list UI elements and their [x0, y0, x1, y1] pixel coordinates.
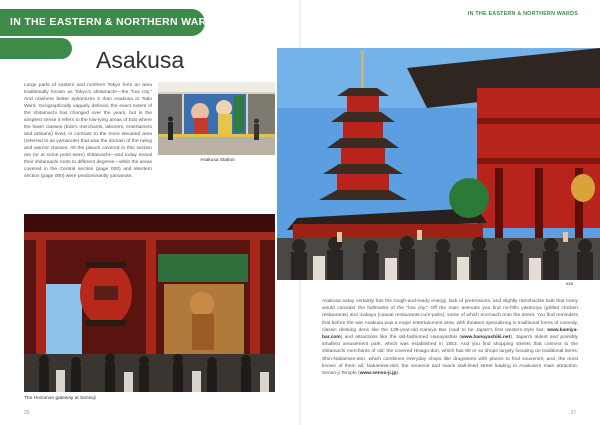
body-text-part: ) and attractions like the old-fashioned Hanayashiki ( [340, 335, 461, 341]
asakusa-station-photo [158, 82, 275, 155]
hozomon-gateway-photo [24, 214, 275, 392]
intro-paragraph: Large parts of eastern and northern Tokyo form an area traditionally known as Tokyo's shitamachi—the "low city." And nowhere better epitomizes it than Asakusa in Taito Ward. Geographically vaguely defined, the exact extent of the shitamachi has changed over the years, but in the simplest sense it refers to the low-lying areas of Edo where the lower classes (Edo's merchants, laborers, entertainers and artisans) lived, in contrast to the more elevated area (referred to as yamanote) that was the domain of the ruling and warrior classes. All the places covered in this section are (or at some point were) shitamachi—and today reveal their shitamachi roots to different degrees—while the areas covered in the Central section (page 000) and Western section (page 000) were predominantly yamanote. [24, 83, 152, 179]
body-text-part: Asakusa today certainly has the rough-and-ready energy, lack of pretensions, and slightly ramshackle look that many would consider the hallmarks of the "low city." Off the main avenues you find no-frills yakitoriya (grilled chicken restaurants) and izakaya (casual restaurants-cum-pubs), some of which encroach onto the street. You find reminders that before the war Asakusa was a major entertainment area, with theaters specializing in traditional forms of comedy, classic drinking dens like the 138-year-old Kamiya Bar (said to be Japan's first western-style bar; [322, 299, 578, 333]
gateway-caption: The Hozomon gateway at Sensoji [24, 396, 96, 401]
gateway-illustration [24, 214, 275, 392]
body-text-part: ). [396, 371, 400, 377]
banner-tab [0, 38, 72, 59]
hanayashiki-link[interactable]: www.hanayashiki.net [460, 335, 511, 341]
running-head: IN THE EASTERN & NORTHERN WARDS [467, 11, 578, 17]
sensoji-temple-photo [277, 48, 600, 280]
folio-left: 26 [24, 410, 30, 416]
station-illustration [158, 82, 275, 155]
station-caption: Asakusa Station [200, 158, 235, 163]
temple-illustration [277, 48, 600, 280]
body-text-part: ), Japan's oldest and possibly smallest amusement park, which was established in 1853. And you find shopping streets that connect to the shitamachi merchants of old: the covered Hisago-dori, which has 80 or so shops largely focusing on traditional items; Shin-Nakamise-dori, which combines everyday shops like drugstores with places to find souvenirs; and, the most known of them all, Nakamise-dori, the souvenir and snack stall-lined street leading to Asakusa's main attraction, Senso-ji Temple ( [322, 335, 578, 377]
section-banner [0, 9, 222, 36]
folio-right: 27 [570, 410, 576, 416]
page-title: Asakusa [96, 47, 185, 73]
body-paragraph [322, 298, 578, 377]
kamiya-bar-link[interactable]: www.kamiya-bar.com [322, 327, 578, 341]
sensoji-link[interactable]: www.senso-ji.jp [359, 371, 397, 377]
temple-caption: xxx [566, 282, 574, 287]
section-label: IN THE EASTERN & NORTHERN WARDS [10, 16, 222, 28]
